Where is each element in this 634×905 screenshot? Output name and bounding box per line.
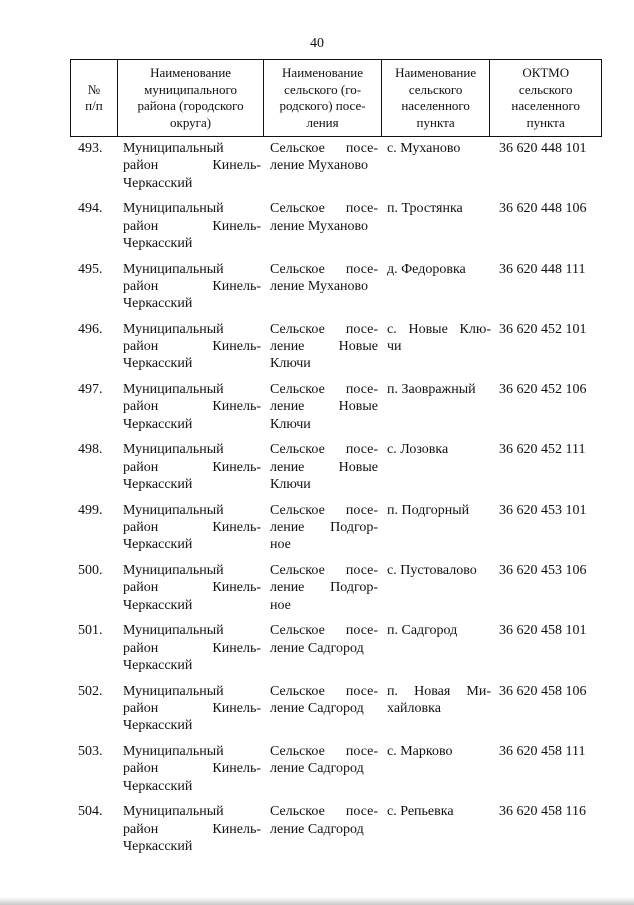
settlement-cell-word: посе- (345, 804, 378, 820)
settlement-cell-word: ление (270, 399, 305, 415)
settlement-cell (270, 683, 378, 718)
locality-cell-line (387, 321, 491, 338)
header-oktmo: ОКТМО сельского населенного пункта (511, 65, 581, 130)
page-number: 40 (310, 36, 324, 51)
locality-cell (387, 321, 491, 356)
settlement-cell-line: Ключи (270, 356, 311, 372)
settlement-cell-line: ление Садгород (270, 821, 364, 837)
district-cell-line: Муниципальный (123, 321, 224, 337)
oktmo-cell: 36 620 458 116 (499, 804, 586, 820)
district-cell-word: район (123, 459, 159, 475)
settlement-cell-line (270, 743, 378, 760)
district-cell (123, 803, 261, 855)
settlement-cell-line: Ключи (270, 477, 311, 493)
row-number: 496. (78, 321, 103, 337)
district-cell-word: Кинель- (212, 339, 261, 355)
table-row (70, 500, 602, 560)
settlement-cell-word: Сельское (270, 623, 325, 639)
district-cell-word: район (123, 158, 159, 174)
locality-cell-line (387, 683, 491, 700)
district-cell-word: район (123, 218, 159, 234)
settlement-cell-line (270, 803, 378, 820)
oktmo-cell: 36 620 458 106 (499, 683, 587, 699)
settlement-cell-line: ление Садгород (270, 640, 364, 656)
district-cell (123, 381, 261, 433)
row-number: 494. (78, 201, 103, 217)
settlement-cell-word: посе- (345, 261, 378, 277)
district-cell-line: Черкасский (123, 838, 193, 854)
row-number: 500. (78, 563, 103, 579)
district-cell-word: Кинель- (212, 158, 261, 174)
settlement-cell (270, 562, 378, 614)
district-cell-line (123, 821, 261, 838)
settlement-cell (270, 622, 378, 657)
oktmo-cell: 36 620 452 106 (499, 382, 587, 398)
settlement-cell-line: ление Муханово (270, 278, 369, 294)
locality-cell-line: с. Лозовка (387, 442, 449, 458)
locality-cell (387, 261, 491, 278)
district-cell-word: район (123, 520, 159, 536)
district-cell-line: Муниципальный (123, 502, 224, 518)
district-cell-word: район (123, 761, 159, 777)
district-cell-line: Муниципальный (123, 442, 224, 458)
table-row (70, 741, 602, 801)
settlement-cell-line (270, 261, 378, 278)
district-cell-line: Муниципальный (123, 623, 224, 639)
table-row (70, 259, 602, 319)
district-cell (123, 622, 261, 674)
settlement-cell-word: Сельское (270, 141, 325, 156)
settlement-cell-word: посе- (345, 442, 378, 458)
district-cell-line: Черкасский (123, 416, 193, 432)
settlement-cell (270, 441, 378, 493)
settlement-cell-word: ление (270, 520, 305, 536)
settlement-cell-line: ное (270, 537, 291, 553)
row-number: 498. (78, 442, 103, 458)
row-number: 503. (78, 743, 103, 759)
settlement-cell-word: посе- (345, 321, 378, 337)
settlement-cell-line (270, 519, 378, 536)
district-cell-word: Кинель- (212, 459, 261, 475)
district-cell-line (123, 338, 261, 355)
locality-cell-line: чи (387, 339, 402, 355)
district-cell-word: Кинель- (212, 640, 261, 656)
settlement-cell (270, 140, 378, 175)
settlement-cell-word: ление (270, 339, 305, 355)
district-cell-line (123, 218, 261, 235)
row-number: 499. (78, 502, 103, 518)
district-cell-line: Муниципальный (123, 382, 224, 398)
district-cell-line: Черкасский (123, 477, 193, 493)
district-cell-line: Муниципальный (123, 563, 224, 579)
oktmo-cell: 36 620 453 106 (499, 563, 587, 579)
locality-cell (387, 140, 491, 157)
district-cell-word: район (123, 339, 159, 355)
table-row (70, 138, 602, 198)
district-cell-word: район (123, 278, 159, 294)
settlement-cell-word: посе- (345, 683, 378, 699)
settlement-cell-word: посе- (345, 382, 378, 398)
settlement-cell-word: Новые (338, 459, 378, 475)
settlement-cell-word: Подгор- (330, 520, 378, 536)
settlement-cell-word: Сельское (270, 442, 325, 458)
oktmo-cell: 36 620 448 106 (499, 201, 587, 217)
settlement-cell-word: Сельское (270, 563, 325, 579)
district-cell-word: район (123, 821, 159, 837)
settlement-cell-line (270, 338, 378, 355)
oktmo-cell: 36 620 458 101 (499, 623, 587, 639)
district-cell (123, 743, 261, 795)
oktmo-cell: 36 620 452 111 (499, 442, 586, 458)
locality-cell (387, 562, 491, 579)
row-number: 495. (78, 261, 103, 277)
locality-cell (387, 622, 491, 639)
district-cell-line (123, 157, 261, 174)
district-cell-line (123, 640, 261, 657)
settlement-cell-line (270, 502, 378, 519)
district-cell-line (123, 459, 261, 476)
settlement-cell-line (270, 200, 378, 217)
district-cell-word: район (123, 640, 159, 656)
settlement-cell-line (270, 622, 378, 639)
settlement-cell-line (270, 579, 378, 596)
district-cell-line: Муниципальный (123, 743, 224, 759)
settlement-cell-line (270, 683, 378, 700)
settlement-cell-word: Сельское (270, 502, 325, 518)
table-row (70, 620, 602, 680)
header-locality: Наименование сельского населенного пункта (382, 60, 491, 136)
district-cell (123, 140, 261, 192)
settlement-cell-word: посе- (345, 743, 378, 759)
settlement-cell-line (270, 321, 378, 338)
locality-cell (387, 200, 491, 217)
district-cell-line: Черкасский (123, 657, 193, 673)
settlement-cell-word: Сельское (270, 683, 325, 699)
table-header (70, 59, 602, 137)
district-cell (123, 441, 261, 493)
row-number: 493. (78, 141, 103, 156)
settlement-cell-word: Сельское (270, 382, 325, 398)
table-row (70, 560, 602, 620)
locality-cell (387, 441, 491, 458)
oktmo-cell: 36 620 448 101 (499, 141, 587, 156)
settlement-cell (270, 803, 378, 838)
settlement-cell-word: посе- (345, 502, 378, 518)
scan-edge (0, 897, 634, 905)
table-row (70, 439, 602, 499)
district-cell-line: Черкасский (123, 175, 193, 191)
district-cell-line: Муниципальный (123, 201, 224, 217)
district-cell-word: район (123, 700, 159, 716)
district-cell-word: Кинель- (212, 821, 261, 837)
settlement-cell-line (270, 140, 378, 157)
district-cell-line: Черкасский (123, 296, 193, 312)
locality-cell-word: Ми- (466, 683, 491, 699)
district-cell-line (123, 579, 261, 596)
locality-cell-line: п. Тростянка (387, 201, 463, 217)
district-cell-word: район (123, 580, 159, 596)
locality-cell-word: п. (387, 683, 398, 699)
settlement-cell-word: Подгор- (330, 580, 378, 596)
settlement-cell-word: Новые (338, 339, 378, 355)
settlement-cell-line (270, 398, 378, 415)
district-cell-word: район (123, 399, 159, 415)
settlement-cell-word: Новые (338, 399, 378, 415)
settlement-cell (270, 381, 378, 433)
oktmo-cell: 36 620 458 111 (499, 743, 586, 759)
settlement-cell-word: Сельское (270, 261, 325, 277)
district-cell (123, 200, 261, 252)
district-cell-line: Муниципальный (123, 141, 224, 156)
district-cell-line (123, 700, 261, 717)
locality-cell (387, 743, 491, 760)
settlement-cell-word: Сельское (270, 321, 325, 337)
district-cell-line (123, 760, 261, 777)
district-cell-line (123, 519, 261, 536)
table-row (70, 319, 602, 379)
locality-cell-line: с. Марково (387, 743, 453, 759)
district-cell (123, 683, 261, 735)
locality-cell (387, 381, 491, 398)
settlement-cell-line: ное (270, 597, 291, 613)
district-cell-word: Кинель- (212, 520, 261, 536)
district-cell-word: Кинель- (212, 278, 261, 294)
locality-cell (387, 803, 491, 820)
locality-cell-line: д. Федоровка (387, 261, 466, 277)
district-cell-line: Муниципальный (123, 804, 224, 820)
district-cell-word: Кинель- (212, 761, 261, 777)
locality-cell (387, 683, 491, 718)
locality-cell-word: Новые (408, 321, 448, 337)
district-cell-word: Кинель- (212, 700, 261, 716)
oktmo-cell: 36 620 452 101 (499, 321, 587, 337)
settlement-cell-line (270, 459, 378, 476)
district-cell-line: Муниципальный (123, 683, 224, 699)
header-district: Наименование муниципального района (городского округа) (118, 60, 264, 136)
settlement-cell-word: посе- (345, 623, 378, 639)
settlement-cell-line: ление Муханово (270, 218, 369, 234)
locality-cell-line: п. Заовражный (387, 382, 476, 398)
locality-cell-line: п. Садгород (387, 623, 458, 639)
row-number: 497. (78, 382, 103, 398)
header-num: № п/п (71, 60, 118, 136)
settlement-cell (270, 200, 378, 235)
settlement-cell (270, 502, 378, 554)
row-number: 502. (78, 683, 103, 699)
table-row (70, 681, 602, 741)
district-cell-word: Кинель- (212, 218, 261, 234)
district-cell-line: Черкасский (123, 778, 193, 794)
district-cell (123, 261, 261, 313)
settlement-cell-line: ление Муханово (270, 158, 369, 174)
locality-cell-word: Новая (414, 683, 451, 699)
settlement-cell-word: Сельское (270, 201, 325, 217)
district-cell-line: Муниципальный (123, 261, 224, 277)
settlement-cell-word: Сельское (270, 804, 325, 820)
settlement-cell-word: посе- (345, 563, 378, 579)
locality-cell-line: хайловка (387, 700, 441, 716)
settlement-cell (270, 321, 378, 373)
locality-cell-word: с. (387, 321, 397, 337)
locality-cell-line: с. Пустовалово (387, 563, 477, 579)
table-body (70, 138, 602, 862)
district-cell-line: Черкасский (123, 597, 193, 613)
locality-cell-line: с. Муханово (387, 141, 461, 156)
settlement-cell-word: посе- (345, 141, 378, 156)
settlement-cell-line: ление Садгород (270, 700, 364, 716)
district-cell-line: Черкасский (123, 718, 193, 734)
settlement-cell-word: Сельское (270, 743, 325, 759)
locality-cell-word: Клю- (459, 321, 491, 337)
locality-cell (387, 502, 491, 519)
table-row (70, 198, 602, 258)
district-cell-line: Черкасский (123, 235, 193, 251)
district-cell (123, 562, 261, 614)
locality-cell-line: п. Подгорный (387, 502, 470, 518)
district-cell-word: Кинель- (212, 399, 261, 415)
district-cell-line: Черкасский (123, 356, 193, 372)
settlement-cell-line: ление Садгород (270, 761, 364, 777)
header-settlement: Наименование сельского (го- родского) посе- ления (264, 60, 382, 136)
district-cell-line: Черкасский (123, 537, 193, 553)
district-cell-line (123, 278, 261, 295)
district-cell-word: Кинель- (212, 580, 261, 596)
settlement-cell-line (270, 381, 378, 398)
district-cell-line (123, 398, 261, 415)
settlement-cell-word: ление (270, 459, 305, 475)
settlement-cell-line: Ключи (270, 416, 311, 432)
row-number: 501. (78, 623, 103, 639)
locality-cell-line: с. Репьевка (387, 804, 454, 820)
district-cell (123, 502, 261, 554)
settlement-cell-word: посе- (345, 201, 378, 217)
row-number: 504. (78, 804, 103, 820)
table-row (70, 379, 602, 439)
settlement-cell-word: ление (270, 580, 305, 596)
district-cell (123, 321, 261, 373)
oktmo-cell: 36 620 453 101 (499, 502, 587, 518)
oktmo-cell: 36 620 448 111 (499, 261, 586, 277)
settlement-cell-line (270, 441, 378, 458)
settlement-cell (270, 261, 378, 296)
settlement-cell (270, 743, 378, 778)
table-row (70, 801, 602, 861)
settlement-cell-line (270, 562, 378, 579)
